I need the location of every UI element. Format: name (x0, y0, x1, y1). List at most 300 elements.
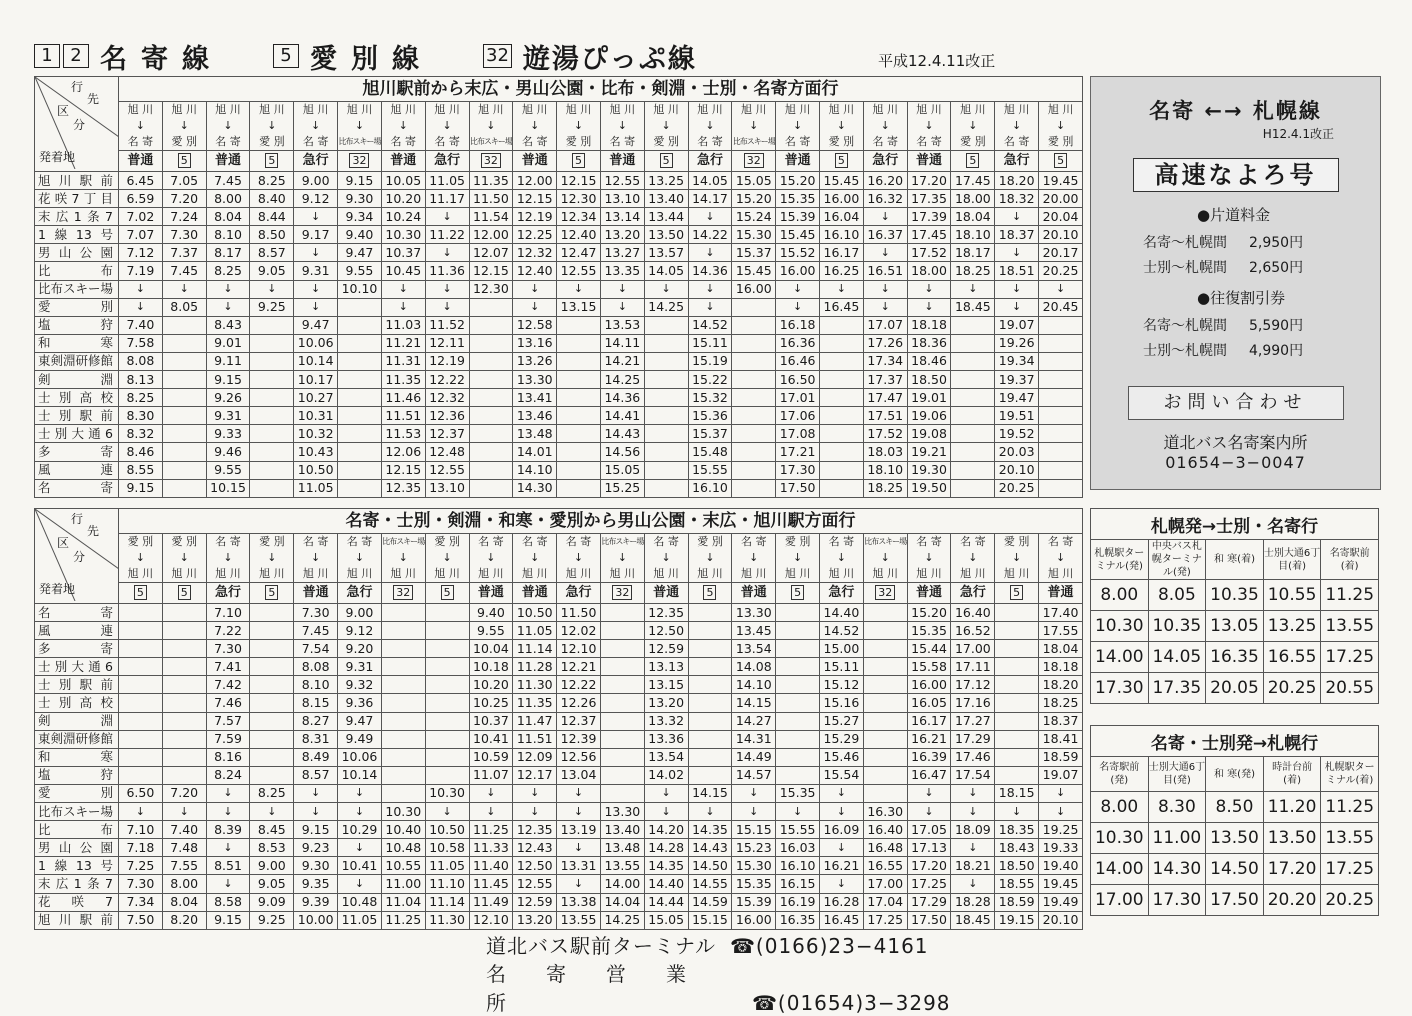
time-cell: 16.00 (732, 911, 776, 929)
time-cell: 14.04 (600, 893, 644, 911)
route-arrow: ↓ (354, 551, 365, 564)
time-cell (995, 622, 1039, 640)
time-cell (425, 712, 469, 730)
time-cell (338, 479, 382, 497)
time-cell: 7.30 (162, 226, 206, 244)
time-cell: 12.10 (469, 911, 513, 929)
time-cell: 10.24 (381, 208, 425, 226)
time-row (1091, 642, 1379, 673)
time-cell (820, 389, 864, 407)
time-cell: 15.39 (776, 208, 820, 226)
time-cell: 12.07 (469, 244, 513, 262)
time-cell: 18.15 (995, 784, 1039, 802)
time-row (1091, 823, 1379, 854)
time-cell: 11.51 (381, 407, 425, 425)
time-cell (688, 604, 732, 622)
time-cell: 10.37 (381, 244, 425, 262)
route-origin: 名 寄 (565, 535, 592, 548)
corner-label: 分 (73, 118, 86, 132)
service-type-cell (1039, 151, 1083, 172)
time-cell: ↓ (162, 803, 206, 821)
route-origin: 名 寄 (302, 535, 329, 548)
time-row (1091, 580, 1379, 611)
time-cell: 20.10 (995, 461, 1039, 479)
time-cell: 13.41 (513, 389, 557, 407)
time-cell: 14.05 (1148, 642, 1206, 673)
route-arrow: ↓ (179, 119, 189, 132)
time-cell: 8.08 (119, 352, 163, 370)
service-type-cell (469, 151, 513, 172)
time-cell (425, 676, 469, 694)
time-cell: 18.37 (995, 226, 1039, 244)
time-cell: 18.51 (995, 262, 1039, 280)
time-cell: 15.15 (732, 821, 776, 839)
time-cell (469, 298, 513, 316)
corner-label: 区 (57, 104, 70, 118)
time-cell: 11.53 (381, 425, 425, 443)
time-cell: 7.22 (206, 622, 250, 640)
time-cell: 12.25 (513, 226, 557, 244)
time-cell: 11.45 (469, 875, 513, 893)
time-cell: 11.05 (294, 479, 338, 497)
time-cell: 8.40 (250, 190, 294, 208)
time-cell: 20.55 (1321, 673, 1379, 704)
time-cell: 11.31 (381, 352, 425, 370)
time-cell (863, 640, 907, 658)
time-cell: 16.21 (820, 857, 864, 875)
time-cell: 10.29 (338, 821, 382, 839)
time-cell: 19.07 (995, 316, 1039, 334)
time-cell: 9.31 (294, 262, 338, 280)
time-cell: 10.27 (294, 389, 338, 407)
stop-name: 花咲7 (35, 893, 119, 911)
time-cell: 20.00 (1039, 190, 1083, 208)
time-cell: 8.00 (206, 190, 250, 208)
route-cell (600, 102, 644, 151)
time-cell: 16.03 (776, 839, 820, 857)
corner-label: 発着地 (39, 582, 76, 596)
time-cell: ↓ (820, 280, 864, 298)
fare-row (1143, 256, 1380, 281)
stop-name: 名寄 (35, 604, 119, 622)
time-cell (119, 604, 163, 622)
time-cell (338, 316, 382, 334)
time-cell: 7.55 (162, 857, 206, 875)
time-cell: 13.35 (600, 262, 644, 280)
time-cell (557, 389, 601, 407)
time-cell: 18.45 (951, 298, 995, 316)
time-cell: 9.15 (206, 371, 250, 389)
route-origin: 愛 別 (1003, 535, 1030, 548)
time-cell (1039, 461, 1083, 479)
time-cell: 8.57 (294, 766, 338, 784)
service-type-cell (513, 583, 557, 604)
time-cell: 18.32 (995, 190, 1039, 208)
time-cell: 17.54 (951, 766, 995, 784)
contact-label: お問い合わせ (1128, 386, 1344, 420)
time-cell (119, 694, 163, 712)
time-cell: 15.11 (688, 334, 732, 352)
time-cell: 15.15 (688, 911, 732, 929)
route-cell (381, 534, 425, 583)
route-arrow: ↓ (792, 119, 803, 132)
title-row (1091, 726, 1379, 757)
time-cell: 10.00 (294, 911, 338, 929)
route-origin: 愛 別 (171, 535, 197, 548)
timetable-row (35, 893, 1083, 911)
time-cell (776, 748, 820, 766)
service-type-cell (951, 151, 995, 172)
time-cell: 12.50 (644, 622, 688, 640)
time-cell: 8.25 (206, 262, 250, 280)
column-header: 時計台前(着) (1263, 757, 1321, 792)
route-cell (820, 102, 864, 151)
stop-name: 1線13号 (35, 857, 119, 875)
route-origin: 愛 別 (434, 535, 460, 548)
time-cell: 15.19 (688, 352, 732, 370)
time-cell: ↓ (951, 839, 995, 857)
time-cell: 15.37 (732, 244, 776, 262)
time-cell (1039, 389, 1083, 407)
time-cell: 8.05 (1148, 580, 1206, 611)
time-cell: ↓ (425, 244, 469, 262)
time-cell: 10.43 (294, 443, 338, 461)
time-cell: 9.00 (250, 857, 294, 875)
sapporo-outbound-table (1090, 508, 1379, 704)
service-type: 5 (1010, 585, 1023, 600)
time-cell (732, 298, 776, 316)
time-cell (381, 748, 425, 766)
route-cell (776, 534, 820, 583)
time-cell: 12.00 (469, 226, 513, 244)
route-arrow: ↓ (1012, 119, 1022, 132)
time-cell: 17.11 (951, 658, 995, 676)
route-origin: 名 寄 (741, 535, 767, 548)
time-cell (863, 748, 907, 766)
timetable-row (35, 821, 1083, 839)
time-cell: 9.31 (338, 658, 382, 676)
time-cell: 10.06 (294, 334, 338, 352)
time-cell: 7.34 (119, 893, 163, 911)
time-cell: 17.20 (1263, 854, 1321, 885)
time-cell: 11.47 (513, 712, 557, 730)
time-cell: 12.15 (381, 461, 425, 479)
stop-name: 男山公園 (35, 839, 119, 857)
time-cell: ↓ (907, 784, 951, 802)
time-cell: 16.36 (776, 334, 820, 352)
route-cell (469, 102, 513, 151)
service-type-cell (995, 151, 1039, 172)
time-cell: 12.06 (381, 443, 425, 461)
time-cell (688, 694, 732, 712)
time-cell: 15.20 (907, 604, 951, 622)
time-cell (338, 334, 382, 352)
footer-office-2 (486, 958, 951, 1016)
time-cell: 14.21 (600, 352, 644, 370)
time-cell: 11.54 (469, 208, 513, 226)
time-cell (250, 730, 294, 748)
route-destination: 旭 川 (434, 567, 460, 580)
time-cell: 11.07 (469, 766, 513, 784)
time-cell (776, 730, 820, 748)
time-cell: 7.50 (119, 911, 163, 929)
time-cell: 18.28 (951, 893, 995, 911)
service-type: 5 (134, 585, 147, 600)
time-cell: 17.29 (907, 893, 951, 911)
time-cell: 16.48 (863, 839, 907, 857)
time-cell: ↓ (995, 208, 1039, 226)
route-cell (600, 534, 644, 583)
time-cell: 12.30 (557, 190, 601, 208)
time-cell: 20.20 (1263, 885, 1321, 916)
route-arrow: ↓ (573, 119, 584, 132)
time-cell: 17.37 (863, 371, 907, 389)
time-cell: 16.10 (776, 857, 820, 875)
corner-label: 先 (87, 524, 100, 538)
time-cell (425, 658, 469, 676)
time-cell (776, 766, 820, 784)
fare-price: 2,650円 (1249, 260, 1304, 276)
time-cell: 14.35 (688, 821, 732, 839)
service-type: 急行 (346, 585, 373, 600)
stop-name: 比布 (35, 262, 119, 280)
time-cell: 17.00 (863, 875, 907, 893)
time-cell (863, 784, 907, 802)
service-type: 5 (178, 153, 191, 168)
route-destination: 旭 川 (478, 567, 504, 580)
route-cell (119, 534, 163, 583)
corner-cell (35, 509, 119, 604)
time-cell: 13.50 (1263, 823, 1321, 854)
time-cell: 16.10 (820, 226, 864, 244)
time-cell: 19.34 (995, 352, 1039, 370)
route-arrow: ↓ (705, 551, 715, 564)
time-cell: 20.17 (1039, 244, 1083, 262)
service-type-row (35, 151, 1083, 172)
route-cell (162, 102, 206, 151)
time-cell: 18.04 (951, 208, 995, 226)
service-type: 5 (703, 585, 716, 600)
time-cell (688, 658, 732, 676)
time-cell: ↓ (557, 803, 601, 821)
time-cell: 13.30 (600, 803, 644, 821)
sapporo-inbound-table (1090, 725, 1379, 916)
route-origin: 旭 川 (1003, 103, 1030, 116)
time-cell: 15.55 (776, 821, 820, 839)
time-cell: ↓ (995, 298, 1039, 316)
time-cell (250, 316, 294, 334)
time-cell: 19.26 (995, 334, 1039, 352)
route-arrow: ↓ (135, 551, 146, 564)
time-cell (250, 443, 294, 461)
time-cell: 15.11 (820, 658, 864, 676)
time-cell: 8.00 (162, 875, 206, 893)
service-type: 急行 (959, 585, 986, 600)
route-origin: 旭 川 (521, 103, 548, 116)
time-cell: 12.32 (425, 389, 469, 407)
column-header: 士別大通6丁目(着) (1263, 540, 1321, 580)
time-cell: ↓ (995, 244, 1039, 262)
route-cell (513, 534, 557, 583)
route-cell (995, 102, 1039, 151)
route-origin: 旭 川 (390, 103, 417, 116)
time-cell: 9.49 (338, 730, 382, 748)
time-cell: 9.30 (294, 857, 338, 875)
service-type-cell (162, 583, 206, 604)
route-destination: 名 寄 (215, 135, 241, 148)
time-cell (688, 712, 732, 730)
time-cell: 9.09 (250, 893, 294, 911)
time-cell: 11.25 (381, 911, 425, 929)
time-cell: 16.00 (907, 676, 951, 694)
time-cell (600, 784, 644, 802)
timetable-row (35, 298, 1083, 316)
time-cell (119, 730, 163, 748)
time-cell (557, 371, 601, 389)
time-cell: ↓ (338, 839, 382, 857)
time-cell: 12.30 (469, 280, 513, 298)
time-cell (863, 766, 907, 784)
stop-name: 比布スキー場 (35, 280, 119, 298)
time-cell: 14.43 (600, 425, 644, 443)
time-cell: 8.05 (162, 298, 206, 316)
time-cell (688, 640, 732, 658)
time-cell (1039, 407, 1083, 425)
time-cell: 15.32 (688, 389, 732, 407)
time-cell: ↓ (425, 208, 469, 226)
time-cell: 12.59 (513, 893, 557, 911)
time-cell: 10.35 (1148, 611, 1206, 642)
time-cell: ↓ (294, 803, 338, 821)
route-cell (1039, 534, 1083, 583)
service-type-cell (381, 151, 425, 172)
route-arrow: ↓ (267, 119, 277, 132)
time-cell: 19.21 (907, 443, 951, 461)
timetable-row (35, 371, 1083, 389)
route-origin: 旭 川 (434, 103, 460, 116)
time-cell (338, 407, 382, 425)
column-header: 和 寒(着) (1206, 540, 1264, 580)
service-type: 5 (835, 153, 848, 168)
time-cell (995, 766, 1039, 784)
time-cell: 10.58 (425, 839, 469, 857)
route-arrow: ↓ (836, 551, 847, 564)
time-cell: 13.15 (644, 676, 688, 694)
time-cell: 9.47 (294, 316, 338, 334)
time-cell: ↓ (294, 784, 338, 802)
route-cell (951, 534, 995, 583)
timetable-row (35, 839, 1083, 857)
time-cell: 6.45 (119, 172, 163, 190)
time-cell (162, 766, 206, 784)
service-type: 32 (393, 585, 413, 600)
time-cell: 7.58 (119, 334, 163, 352)
time-cell (732, 443, 776, 461)
route-destination: 旭 川 (346, 567, 373, 580)
time-cell: 20.03 (995, 443, 1039, 461)
time-cell (162, 371, 206, 389)
time-cell: 17.06 (776, 407, 820, 425)
time-cell: 15.55 (688, 461, 732, 479)
time-cell (250, 352, 294, 370)
route-arrow: ↓ (311, 551, 321, 564)
time-cell: 8.46 (119, 443, 163, 461)
time-cell: 19.33 (1039, 839, 1083, 857)
time-cell: 10.30 (1091, 611, 1149, 642)
service-type-cell (513, 151, 557, 172)
time-cell (600, 694, 644, 712)
time-cell: ↓ (513, 298, 557, 316)
express-route-title (1091, 95, 1380, 125)
line-name-aibetsu (273, 37, 433, 76)
time-cell: 13.04 (557, 766, 601, 784)
route-destination: 旭 川 (653, 567, 679, 580)
time-cell: 13.48 (513, 425, 557, 443)
route-arrow: ↓ (924, 119, 934, 132)
time-cell: 13.54 (732, 640, 776, 658)
service-type: 急行 (302, 153, 329, 168)
time-cell: 13.57 (644, 244, 688, 262)
time-cell: 16.20 (863, 172, 907, 190)
time-cell: 17.26 (863, 334, 907, 352)
route-destination: 旭 川 (521, 567, 548, 580)
route-to: 札幌線 (1252, 99, 1322, 123)
time-cell: 17.21 (776, 443, 820, 461)
time-cell: ↓ (338, 784, 382, 802)
time-cell: 9.46 (206, 443, 250, 461)
route-arrow: ↓ (311, 119, 321, 132)
time-cell: 18.10 (863, 461, 907, 479)
timetable-row (35, 857, 1083, 875)
time-cell: 8.32 (119, 425, 163, 443)
time-cell (644, 371, 688, 389)
time-cell: 7.41 (206, 658, 250, 676)
time-cell: 18.18 (907, 316, 951, 334)
service-type-cell (250, 151, 294, 172)
time-cell (951, 407, 995, 425)
time-cell: 11.50 (557, 604, 601, 622)
time-cell: 14.57 (732, 766, 776, 784)
time-cell: 14.49 (732, 748, 776, 766)
time-cell: 20.25 (1263, 673, 1321, 704)
time-cell: 7.30 (119, 875, 163, 893)
service-type-cell (425, 583, 469, 604)
route-cell (338, 534, 382, 583)
time-cell: ↓ (863, 280, 907, 298)
time-cell: 16.45 (820, 911, 864, 929)
time-cell: 18.09 (951, 821, 995, 839)
time-cell: 17.00 (1091, 885, 1149, 916)
time-cell: 7.19 (119, 262, 163, 280)
time-cell: 8.44 (250, 208, 294, 226)
time-cell (425, 748, 469, 766)
time-cell: 14.30 (1148, 854, 1206, 885)
route-destination: 名 寄 (434, 135, 460, 148)
time-cell (688, 622, 732, 640)
time-cell: ↓ (951, 280, 995, 298)
time-cell (820, 461, 864, 479)
time-cell: 19.47 (995, 389, 1039, 407)
time-cell: 10.55 (381, 857, 425, 875)
contact-office: 道北バス名寄案内所 (1163, 433, 1308, 452)
service-type-cell (732, 151, 776, 172)
time-cell: 10.50 (513, 604, 557, 622)
time-cell: 18.25 (1039, 694, 1083, 712)
stop-name: 花咲7丁目 (35, 190, 119, 208)
service-type-cell (732, 583, 776, 604)
route-arrow: ↓ (661, 551, 671, 564)
service-type-cell (294, 151, 338, 172)
